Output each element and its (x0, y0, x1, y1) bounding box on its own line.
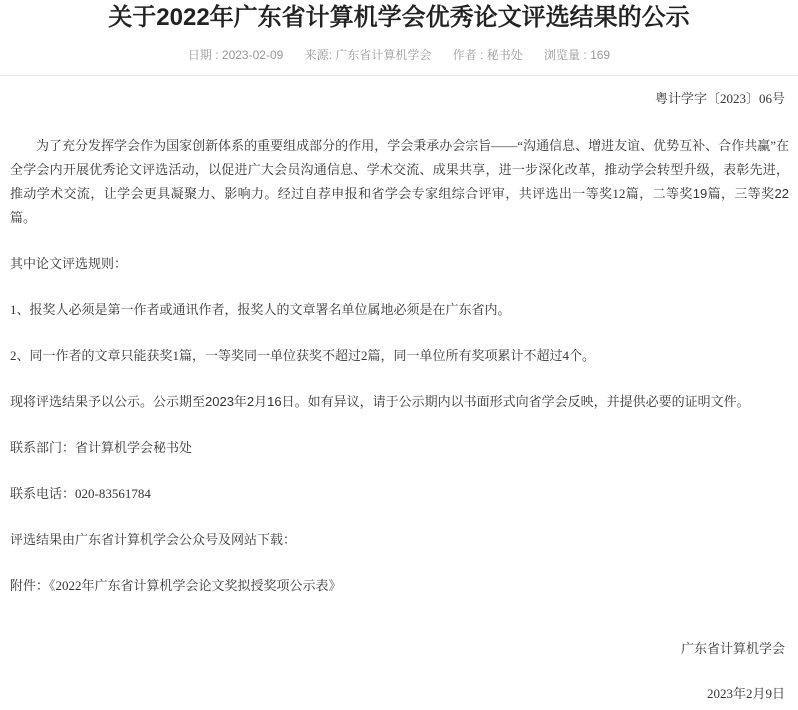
meta-date-label: 日期 : (187, 48, 222, 62)
meta-source-value: 广东省计算机学会 (335, 48, 432, 62)
download-note: 评选结果由广东省计算机学会公众号及网站下载： (10, 532, 297, 547)
intro-text: 为了充分发挥学会作为国家创新体系的重要组成部分的作用，学会秉承办会宗旨——“沟通信息、增进友谊、优势互补、合作共赢”在全学会内开展优秀论文评选活动，以促进广大会员沟通信息、学术交流、成果共享，进一步深化改革，推动学会转型升级，表彰先进，推动学术交流，让学会更具凝聚力、影响力。经过自荐申报和省学会专家组综合评审，共评选出一等奖12篇 (10, 138, 789, 201)
contact-phone: 联系电话：020-83561784 (10, 486, 151, 501)
meta-author-label: 作者 : (452, 48, 487, 62)
rule-item-2: 2、同一作者的文章只能获奖1篇，一等奖同一单位获奖不超过2篇，同一单位所有奖项累计不超过4个。 (10, 348, 596, 363)
meta-date-value: 2023-02-09 (221, 48, 284, 62)
attachment-title: 《2022年广东省计算机学会论文奖拟授奖项公示表》 (49, 578, 342, 593)
meta-views-label: 浏览量 : (544, 48, 591, 62)
meta-views (544, 46, 610, 64)
rules-heading: 其中论文评选规则： (10, 256, 128, 271)
meta-author (453, 46, 523, 64)
intro-award-counts: ，二等奖19篇，三等奖22篇。 (10, 186, 789, 225)
doc-number: 粤计学字〔2023〕06号 (654, 91, 785, 106)
signature-org: 广东省计算机学会 (680, 641, 785, 656)
rule-item-1: 1、报奖人必须是第一作者或通讯作者，报奖人的文章署名单位属地必须是在广东省内。 (10, 302, 511, 317)
article-body (0, 87, 798, 598)
attachment-line (10, 574, 789, 598)
signature-date: 2023年2月9日 (706, 686, 785, 701)
contact-department: 联系部门：省计算机学会秘书处 (10, 440, 193, 455)
header-divider (0, 75, 798, 76)
meta-source (305, 46, 432, 64)
notice-deadline: 2023年2月16日。如有异议，请于公示期内以书面形式向省学会反映，并提供必要的证明文件。 (205, 394, 750, 409)
notice-paragraph (10, 390, 789, 414)
article-meta (0, 46, 798, 64)
notice-text: 现将评选结果予以公示。公示期至 (10, 394, 206, 409)
meta-date (188, 46, 283, 64)
meta-views-value: 169 (590, 48, 611, 62)
intro-paragraph (10, 134, 789, 230)
page-title: 关于2022年广东省计算机学会优秀论文评选结果的公示 (108, 4, 690, 31)
meta-author-value: 秘书处 (486, 48, 523, 62)
meta-source-label: 来源: (304, 48, 336, 62)
attachment-label: 附件： (10, 578, 50, 593)
